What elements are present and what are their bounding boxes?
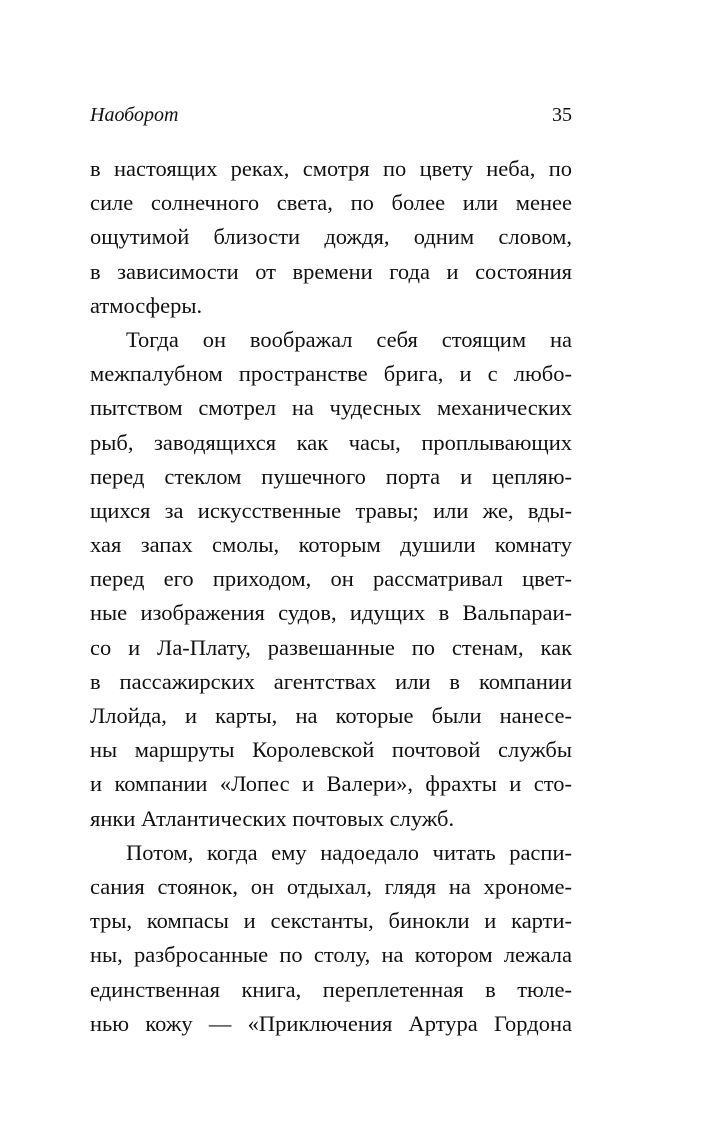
text-line: янки Атлантических почтовых служб.	[90, 805, 455, 831]
text-line: и компании «Лопес и Валери», фрахты и сто-	[90, 771, 572, 797]
text-line: Ллойда, и карты, на которые были нанесе-	[90, 703, 572, 728]
body-text	[90, 152, 572, 1041]
text-line: пытством смотрел на чудесных механических	[90, 395, 572, 421]
text-line: атмосферы.	[90, 292, 203, 318]
text-line: силе солнечного света, по более или менее	[90, 190, 572, 216]
paragraph-first-line: Тогда он воображал себя стоящим на	[126, 326, 572, 352]
text-line: хая запах смолы, которым душили комнату	[90, 532, 572, 558]
text-line: тры, компасы и секстанты, бинокли и карти-	[90, 908, 572, 934]
text-line: ные изображения судов, идущих в Вальпараи-	[90, 600, 572, 626]
text-line: в зависимости от времени года и состояния	[90, 258, 572, 284]
text-line: со и Ла-Плату, развешанные по стенам, как	[90, 634, 572, 660]
text-line: сания стоянок, он отдыхал, глядя на хрономе-	[90, 873, 572, 899]
text-line: ны маршруты Королевской почтовой службы	[90, 737, 572, 763]
page-number: 35	[552, 104, 572, 126]
text-line: в пассажирских агентствах или в компании	[90, 668, 572, 694]
text-line: перед его приходом, он рассматривал цвет-	[90, 566, 572, 592]
paragraph-first-line: Потом, когда ему надоедало читать распи-	[126, 839, 572, 865]
text-line: единственная книга, переплетенная в тюле-	[90, 976, 572, 1002]
text-line: межпалубном пространстве брига, и с любо-	[90, 361, 572, 387]
running-head-title: Наоборот	[90, 104, 179, 126]
text-line: ны, разбросанные по столу, на котором лежала	[90, 942, 572, 968]
text-line: нью кожу — «Приключения Артура Гордона	[90, 1010, 572, 1036]
text-line: щихся за искусственные травы; или же, вды-	[90, 497, 572, 523]
text-line: ощутимой близости дождя, одним словом,	[90, 224, 572, 250]
text-line: в настоящих реках, смотря по цвету неба, по	[90, 156, 572, 181]
text-line: рыб, заводящихся как часы, проплывающих	[90, 429, 572, 455]
text-line: перед стеклом пушечного порта и цепляю-	[90, 463, 572, 489]
